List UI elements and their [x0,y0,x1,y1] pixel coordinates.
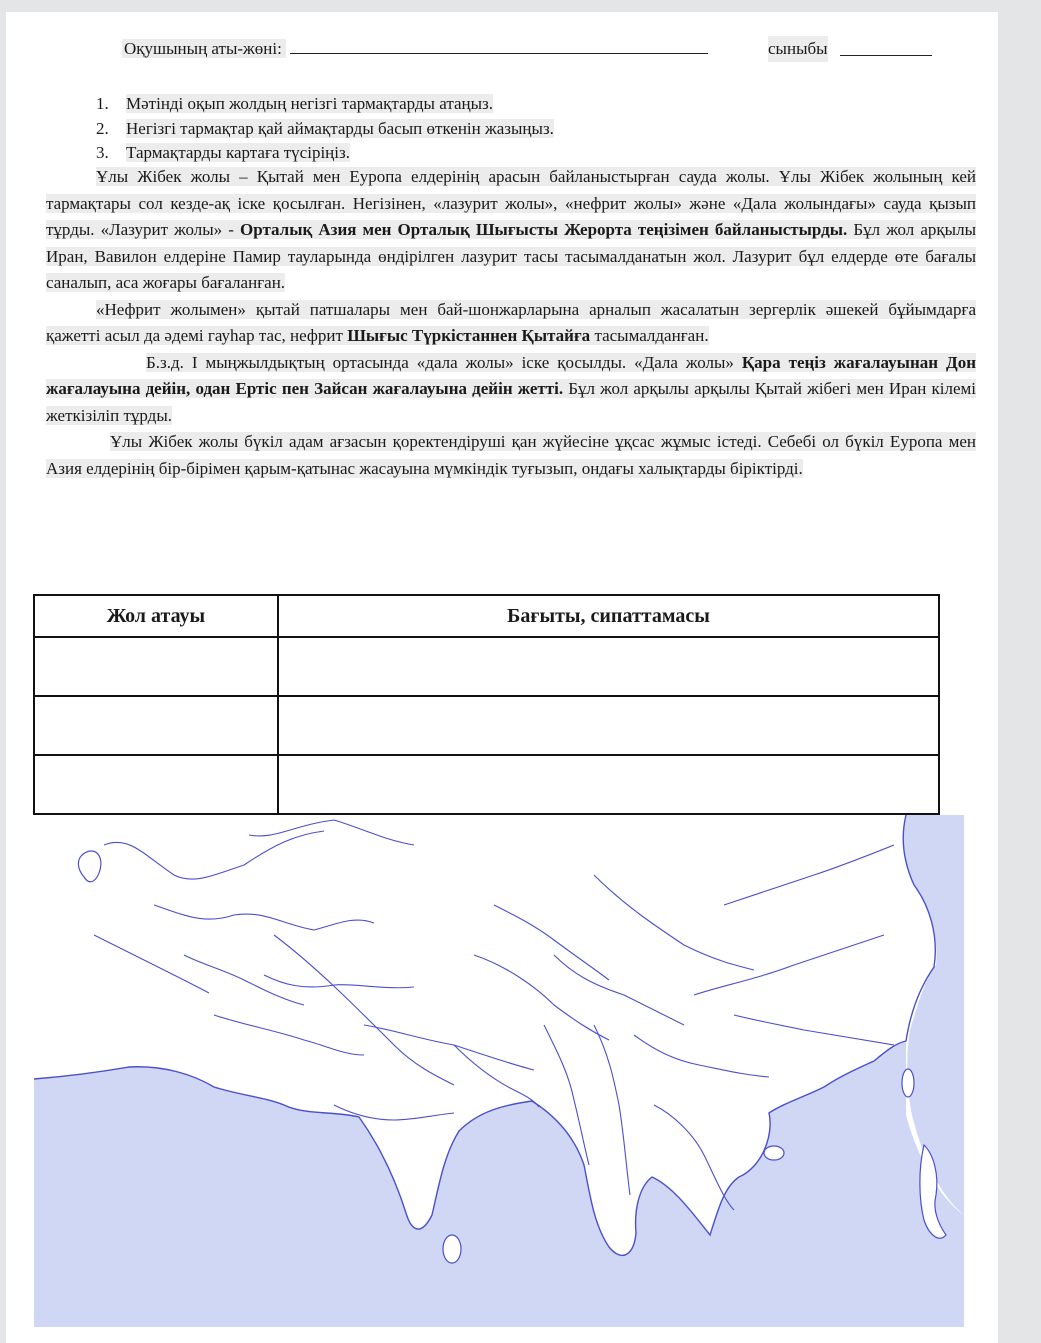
route-description-cell[interactable] [278,637,939,696]
table-row [34,696,939,755]
route-name-cell[interactable] [34,755,278,814]
text-span: Ұлы Жібек жолы бүкіл адам ағзасын қоректендіруші қан жүйесіне ұқсас жұмыс істеді. Себебі ол бүкіл Еуропа мен Азия елдерінің бір-бірімен қарым-қатынас жасауына мүмкіндік туғызып, ондағы халықтарды біріктірді. [46,432,976,478]
table-row [34,755,939,814]
route-description-cell[interactable] [278,755,939,814]
paragraph-silk-road [46,164,976,297]
paragraph-nephrite-road [46,297,976,350]
text-span: Б.з.д. І мыңжылдықтың ортасында «дала жолы» іске қосылды. «Дала жолы» [146,352,742,372]
text-span: Ұлы Жібек жолы – Қытай мен Еуропа елдерінің арасын байланыстырған сауда жолы. Ұлы Жібек жолының кей тармақтары сол кезде-ақ іске қосылған. Негізінен, «лазурит жолы», «нефрит жолы» және «Дала жолындағы» сауда қызып тұрды. «Лазурит жолы» - [46,167,976,239]
class-blank[interactable] [840,55,932,56]
student-name-blank[interactable] [290,37,708,54]
route-description-cell[interactable] [278,696,939,755]
task-number: 3. [96,143,109,162]
island [764,1146,784,1160]
column-header-route-name: Жол атауы [34,595,278,637]
island [902,1069,914,1097]
task-number: 1. [96,94,109,113]
table-row [34,637,939,696]
task-text: Негізгі тармақтар қай аймақтарды басып өткенін жазыңыз. [126,118,554,138]
route-name-cell[interactable] [34,696,278,755]
task-text: Тармақтарды картаға түсіріңіз. [126,143,350,162]
task-item [96,141,554,166]
task-item [96,92,554,117]
caspian-sea [78,851,101,882]
column-header-direction: Бағыты, сипаттамасы [278,595,939,637]
text-bold: Қара теңіз жағалауынан Дон жағалауына дейін, одан Ертіс пен Зайсан жағалауына дейін жетті. [46,352,976,398]
text-bold: Орталық Азия мен Орталық Шығысты Жерорта теңізімен байланыстырды. [240,220,848,239]
indian-ocean [34,1041,964,1327]
outline-map-asia[interactable] [34,815,964,1327]
text-span: тасымалданған. [590,326,709,345]
task-text: Мәтінді оқып жолдың негізгі тармақтарды атаңыз. [126,94,493,113]
text-span: «Нефрит жолымен» [96,299,246,319]
table-header-row [34,595,939,637]
paragraph-conclusion [46,429,976,482]
text-span: қытай патшалары мен бай-шонжарларына арналып жасалатын зергерлік әшекей бұйымдарға қажетті асыл да әдемі гауһар тас, нефрит [46,299,976,345]
student-name-label: Оқушының аты-жөні: [122,39,286,58]
task-number: 2. [96,118,109,138]
reading-text [46,164,976,482]
task-item [96,117,554,142]
island [443,1235,461,1263]
route-name-cell[interactable] [34,637,278,696]
paragraph-steppe-road [46,350,976,430]
text-bold: Шығыс Түркістаннен Қытайға [347,326,591,345]
task-list [96,92,554,166]
text-span: Бұл жол арқылы арқылы Қытай жібегі мен Иран кілемі жеткізіліп тұрды. [46,379,976,425]
class-label: сыныбы [768,36,828,62]
text-span: Бұл жол арқылы Иран, Вавилон елдеріне Памир тауларында өндірілген лазурит тасы тасымалданатын жол. Лазурит бұл елдерде өте бағалы саналып, аса жоғары бағаланған. [46,220,977,292]
routes-table [33,594,940,815]
student-header [122,36,934,62]
worksheet-page [6,12,998,1343]
